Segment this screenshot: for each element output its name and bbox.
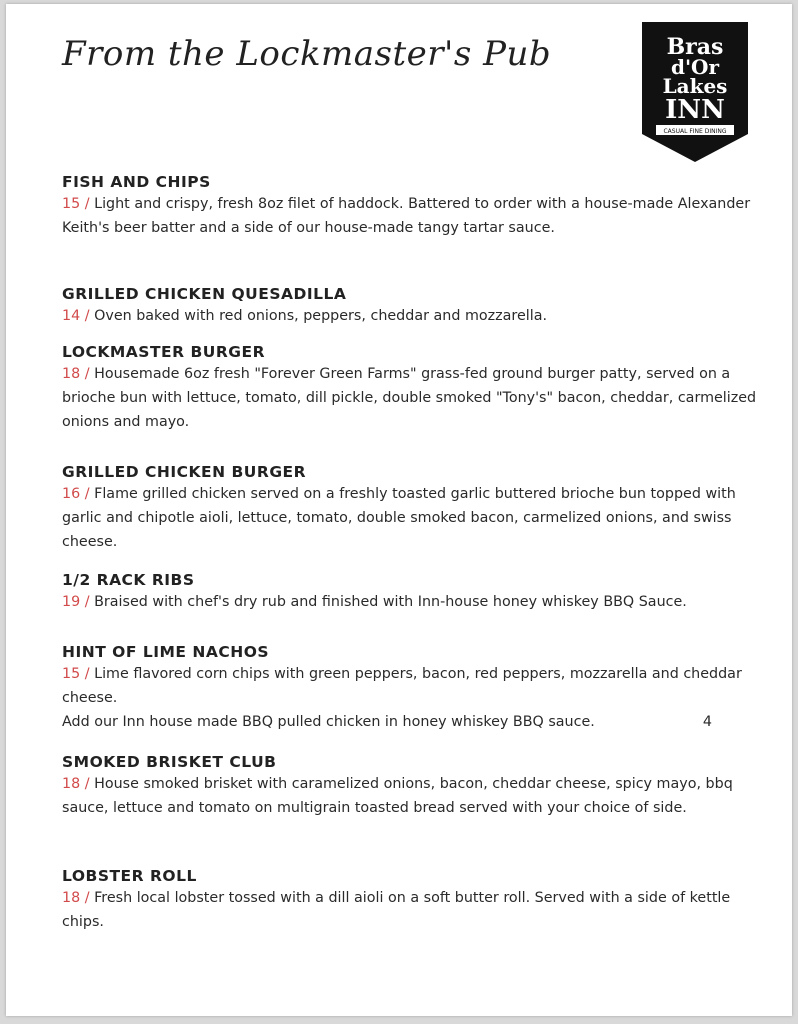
item-name: GRILLED CHICKEN QUESADILLA — [62, 285, 347, 303]
item-description: 14 / Oven baked with red onions, peppers, cheddar and mozzarella. — [62, 308, 548, 324]
item-addon — [62, 710, 712, 734]
item-name: FISH AND CHIPS — [62, 173, 211, 191]
item-description: 18 / House smoked brisket with caramelized onions, bacon, cheddar cheese, spicy mayo, bbq sauce, lettuce and tomato on multigrain toasted bread served with your choice of side. — [62, 776, 733, 816]
menu-item-half-rack-ribs — [62, 570, 762, 614]
menu-page — [6, 4, 792, 1016]
item-name: LOBSTER ROLL — [62, 867, 197, 885]
item-price: 18 — [62, 890, 81, 906]
inn-logo — [642, 22, 748, 162]
logo-line-3: Lakes — [662, 74, 728, 98]
menu-item-fish-and-chips — [62, 172, 762, 240]
item-name: SMOKED BRISKET CLUB — [62, 753, 277, 771]
menu-item-grilled-chicken-burger — [62, 462, 762, 554]
item-price: 15 — [62, 666, 81, 682]
page-title: From the Lockmaster's Pub — [62, 34, 552, 74]
addon-price: 4 — [702, 714, 712, 730]
addon-text: Add our Inn house made BBQ pulled chicken in honey whiskey BBQ sauce. — [62, 714, 595, 730]
menu-item-lobster-roll — [62, 866, 762, 934]
menu-item-grilled-chicken-quesadilla — [62, 284, 762, 328]
menu-item-hint-of-lime-nachos — [62, 642, 762, 734]
item-price: 18 — [62, 366, 81, 382]
item-description: 15 / Light and crispy, fresh 8oz filet of haddock. Battered to order with a house-made Alexander Keith's beer batter and a side of our house-made tangy tartar sauce. — [62, 196, 751, 236]
item-price: 15 — [62, 196, 81, 212]
item-name: HINT OF LIME NACHOS — [62, 643, 270, 661]
logo-tagline: CASUAL FINE DINING — [663, 128, 727, 135]
menu-item-smoked-brisket-club — [62, 752, 762, 820]
item-description: 18 / Fresh local lobster tossed with a dill aioli on a soft butter roll. Served with a side of kettle chips. — [62, 890, 731, 930]
item-description: 19 / Braised with chef's dry rub and finished with Inn-house honey whiskey BBQ Sauce. — [62, 594, 687, 610]
item-price: 18 — [62, 776, 81, 792]
item-name: 1/2 RACK RIBS — [62, 571, 195, 589]
item-price: 14 — [62, 308, 81, 324]
menu-item-lockmaster-burger — [62, 342, 762, 434]
item-name: LOCKMASTER BURGER — [62, 343, 266, 361]
item-price: 19 — [62, 594, 81, 610]
logo-line-2: d'Or — [670, 55, 720, 79]
item-description: 16 / Flame grilled chicken served on a freshly toasted garlic buttered brioche bun topped with garlic and chipotle aioli, lettuce, tomato, double smoked bacon, carmelized onions, and swiss cheese. — [62, 486, 736, 550]
logo-line-1: Bras — [666, 34, 724, 60]
item-name: GRILLED CHICKEN BURGER — [62, 463, 307, 481]
item-description: 18 / Housemade 6oz fresh "Forever Green Farms" grass-fed ground burger patty, served on a brioche bun with lettuce, tomato, dill pickle, double smoked "Tony's" bacon, cheddar, carmelized onions and mayo. — [62, 366, 757, 430]
item-description: 15 / Lime flavored corn chips with green peppers, bacon, red peppers, mozzarella and cheddar cheese. — [62, 666, 742, 706]
logo-line-4: INN — [665, 95, 725, 125]
item-price: 16 — [62, 486, 81, 502]
